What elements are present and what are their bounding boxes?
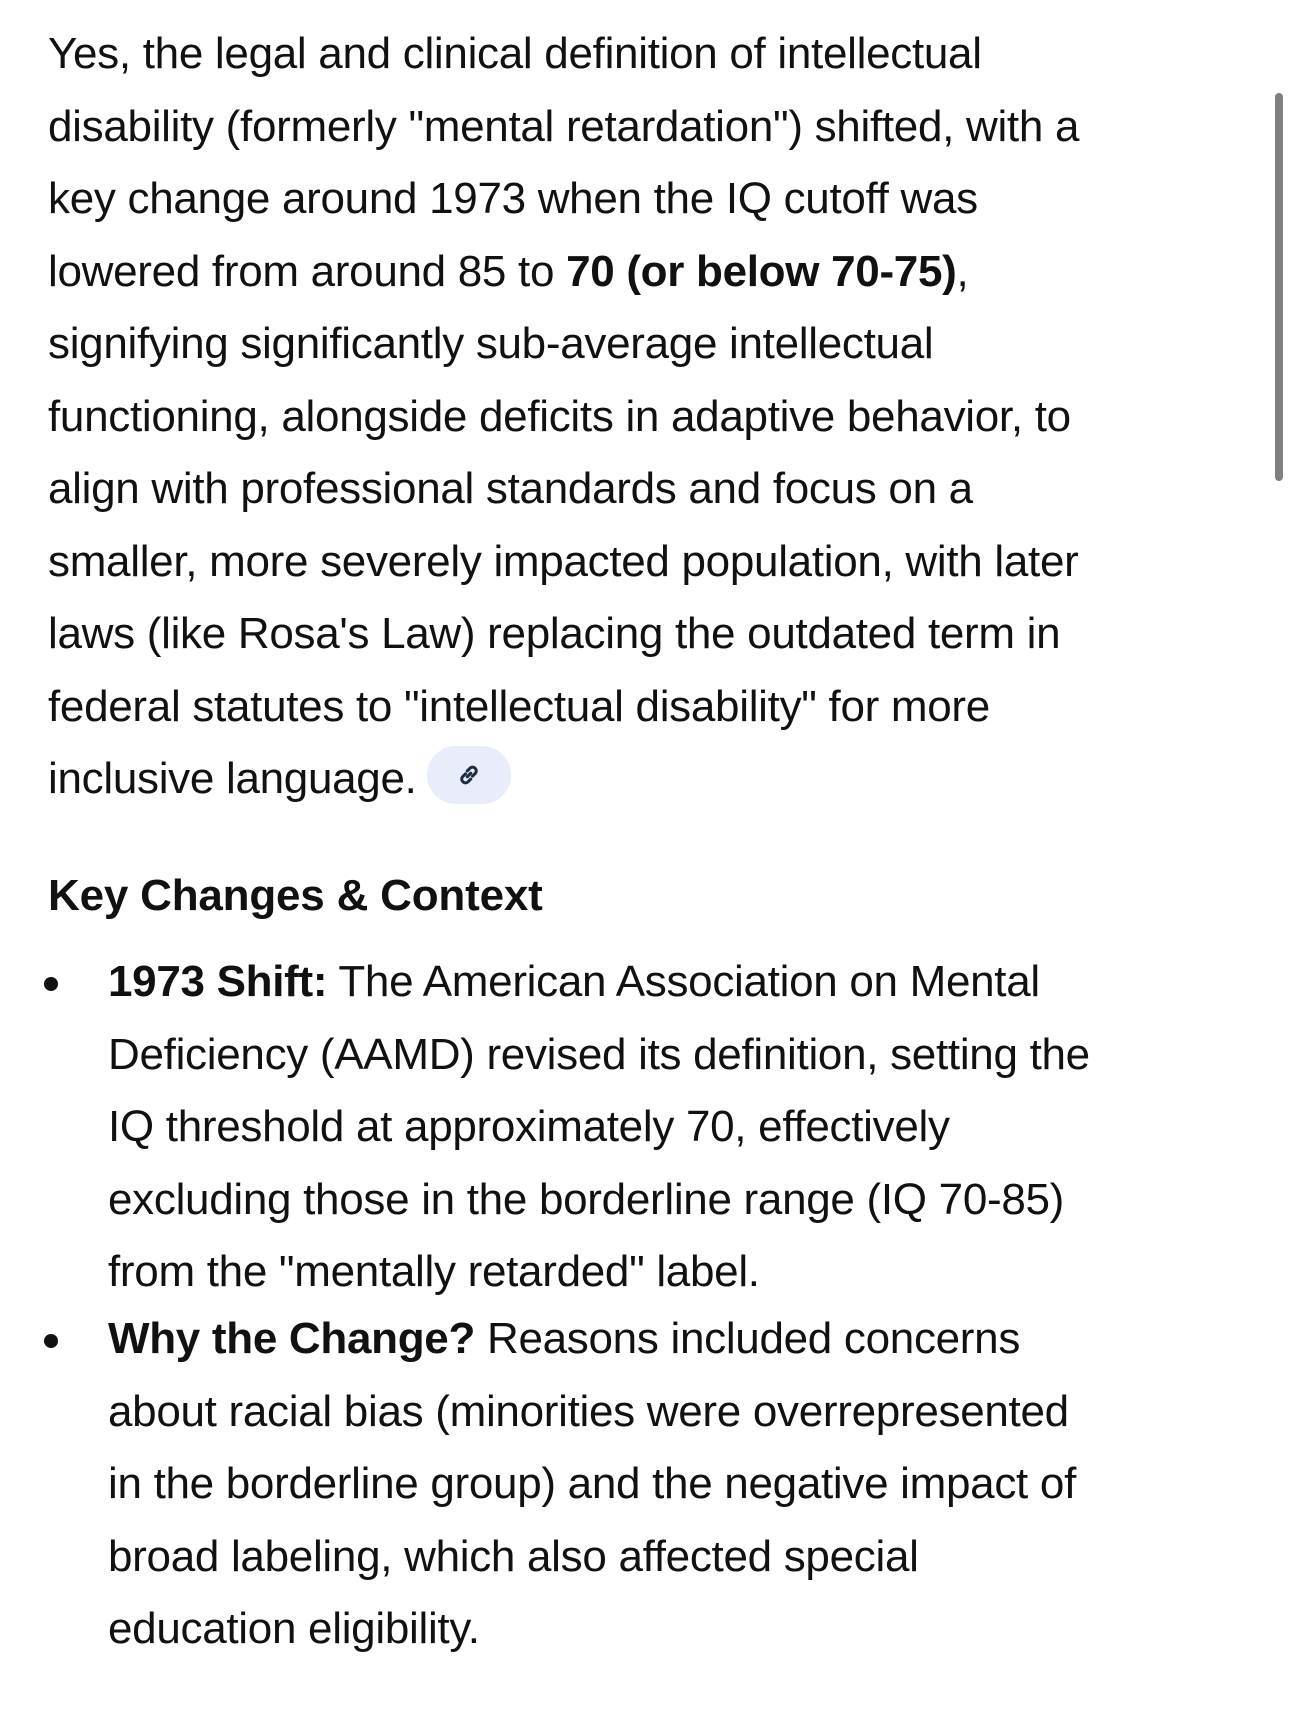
list-item-line: about racial bias (minorities were overrepresented xyxy=(108,1386,1069,1436)
link-icon xyxy=(455,761,483,789)
paragraph-line: Yes, the legal and clinical definition of intellectual xyxy=(48,29,982,78)
key-changes-list xyxy=(0,946,1260,1309)
answer-body xyxy=(48,18,1253,816)
list-item-line: in the borderline group) and the negative impact of xyxy=(108,1459,1076,1508)
paragraph-line: signifying significantly sub-average intellectual xyxy=(48,319,934,368)
paragraph-line: federal statutes to "intellectual disability" for more xyxy=(48,681,990,731)
list-item-line: education eligibility. xyxy=(108,1604,480,1653)
paragraph-text: inclusive language. xyxy=(48,754,417,803)
paragraph-line: align with professional standards and focus on a xyxy=(48,464,973,513)
list-item-line xyxy=(108,1303,1260,1376)
paragraph-text: , xyxy=(956,246,969,296)
paragraph-line: laws (like Rosa's Law) replacing the outdated term in xyxy=(48,609,1061,658)
bullet-icon xyxy=(44,977,58,991)
section-heading: Key Changes & Context xyxy=(48,871,543,920)
paragraph-line: key change around 1973 when the IQ cutoff was xyxy=(48,174,978,223)
paragraph-line xyxy=(48,743,1253,816)
list-item-line xyxy=(108,946,1260,1019)
bullet-icon xyxy=(44,1334,58,1348)
list-item-title: 1973 Shift: xyxy=(108,957,328,1006)
answer-paragraph xyxy=(48,18,1253,816)
list-item-text: Reasons included concerns xyxy=(475,1314,1021,1363)
source-link-button[interactable] xyxy=(427,746,511,804)
list-item-line: broad labeling, which also affected special xyxy=(108,1531,919,1581)
list-item xyxy=(0,946,1260,1309)
list-item xyxy=(0,1303,1260,1666)
list-item-text: The American Association on Mental xyxy=(327,957,1040,1006)
paragraph-text: lowered from around 85 to xyxy=(48,246,567,296)
paragraph-line: functioning, alongside deficits in adaptive behavior, to xyxy=(48,391,1071,441)
list-item-line: IQ threshold at approximately 70, effectively xyxy=(108,1102,950,1151)
list-item-line: excluding those in the borderline range (IQ 70-85) xyxy=(108,1174,1065,1224)
key-changes-list xyxy=(0,1303,1260,1666)
list-item-line: from the "mentally retarded" label. xyxy=(108,1247,760,1296)
paragraph-line xyxy=(48,236,1253,309)
paragraph-line: smaller, more severely impacted population, with later xyxy=(48,536,1079,586)
list-item-title: Why the Change? xyxy=(108,1314,476,1363)
scrollbar[interactable] xyxy=(1275,93,1283,481)
list-item-line: Deficiency (AAMD) revised its definition, setting the xyxy=(108,1029,1090,1079)
paragraph-line: disability (formerly "mental retardation") shifted, with a xyxy=(48,101,1080,151)
highlighted-cutoff: 70 (or below 70-75) xyxy=(566,246,957,296)
